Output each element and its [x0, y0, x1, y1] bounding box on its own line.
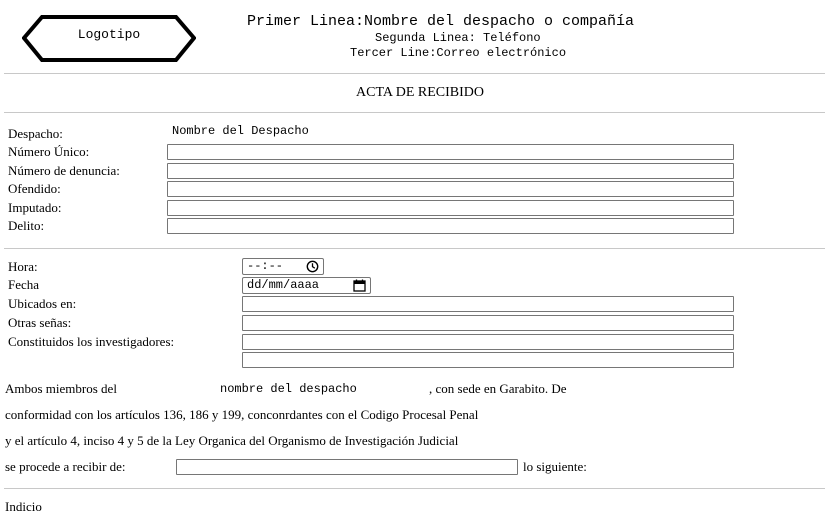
imputado-input[interactable] [167, 200, 734, 216]
numero-denuncia-label: Número de denuncia: [8, 163, 120, 178]
despacho-entity: nombre del despacho [220, 382, 357, 396]
hora-placeholder: --:-- [247, 259, 284, 273]
logo-text: Logotipo [77, 27, 141, 42]
page-title: ACTA DE RECIBIDO [356, 85, 484, 100]
fecha-label: Fecha [8, 277, 40, 292]
delito-input[interactable] [167, 218, 734, 234]
investigador-1-input[interactable] [242, 334, 734, 350]
imputado-label: Imputado: [8, 200, 62, 215]
clock-icon[interactable] [306, 260, 319, 273]
delito-label: Delito: [8, 218, 45, 233]
divider [4, 488, 825, 489]
numero-unico-label: Número Único: [8, 144, 90, 159]
header-line-3: Tercer Line:Correo electrónico [350, 46, 567, 60]
ubicados-input[interactable] [242, 296, 734, 312]
paragraph-end: , con sede en Garabito. De [429, 381, 567, 396]
investigador-2-input[interactable] [242, 352, 734, 368]
header-line-2: Segunda Linea: Teléfono [375, 31, 541, 45]
otras-senas-label: Otras señas: [8, 315, 72, 330]
despacho-label: Despacho: [8, 126, 63, 141]
numero-unico-input[interactable] [167, 144, 734, 160]
divider [4, 248, 825, 249]
investigadores-label: Constituidos los investigadores: [8, 334, 175, 349]
paragraph-line-3: y el artículo 4, inciso 4 y 5 de la Ley Organica del Organismo de Investigación Judicial [5, 433, 459, 448]
divider [4, 112, 825, 113]
lo-siguiente-label: lo siguiente: [523, 459, 587, 474]
indicio-label: Indicio [5, 499, 42, 514]
company-logo [22, 14, 196, 64]
calendar-icon[interactable] [353, 279, 366, 292]
divider [4, 73, 825, 74]
numero-denuncia-input[interactable] [167, 163, 734, 179]
paragraph-line-2: conformidad con los artículos 136, 186 y 199, conconrdantes con el Codigo Procesal Penal [5, 407, 479, 422]
fecha-placeholder: dd/mm/aaaa [247, 278, 320, 292]
recibir-de-label: se procede a recibir de: [5, 459, 126, 474]
hora-time-input[interactable] [242, 258, 324, 275]
paragraph-start: Ambos miembros del [5, 381, 117, 396]
otras-senas-input[interactable] [242, 315, 734, 331]
recibir-de-input[interactable] [176, 459, 518, 475]
despacho-value: Nombre del Despacho [172, 124, 309, 138]
ofendido-label: Ofendido: [8, 181, 61, 196]
fecha-date-input[interactable] [242, 277, 371, 294]
paragraph-line-1 [5, 381, 117, 397]
ofendido-input[interactable] [167, 181, 734, 197]
ubicados-label: Ubicados en: [8, 296, 77, 311]
header-line-1: Primer Linea:Nombre del despacho o compañía [247, 13, 635, 30]
hora-label: Hora: [8, 259, 38, 274]
